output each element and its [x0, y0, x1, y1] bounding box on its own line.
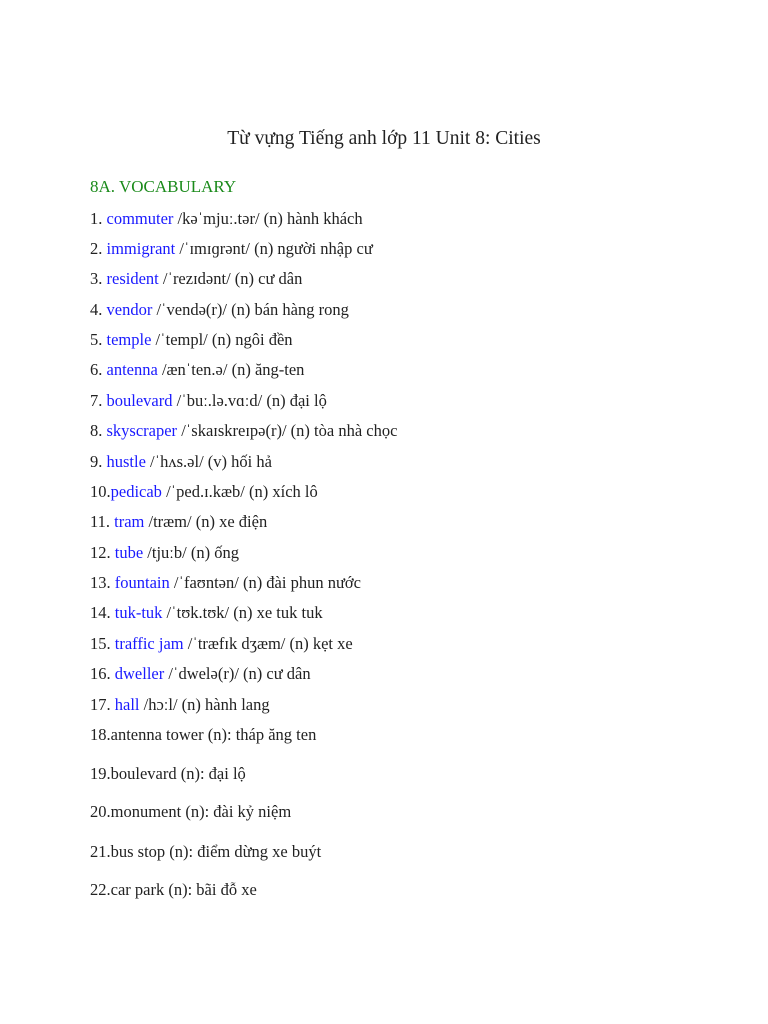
- entry-definition: /ˈɪmɪɡrənt/ (n) người nhập cư: [175, 239, 373, 258]
- vocabulary-term-link[interactable]: traffic jam: [114, 634, 184, 653]
- vocabulary-entry: [90, 633, 353, 655]
- vocabulary-entry: [90, 451, 272, 473]
- entry-number: 1.: [90, 209, 107, 228]
- vocabulary-term-link[interactable]: commuter: [106, 209, 174, 228]
- vocabulary-entry-plain: 21.bus stop (n): điểm dừng xe buýt: [90, 842, 322, 861]
- vocabulary-entry: [90, 694, 270, 716]
- entry-number: 2.: [90, 239, 107, 258]
- entry-number: 5.: [90, 330, 107, 349]
- vocabulary-term-link[interactable]: hustle: [106, 452, 146, 471]
- vocabulary-entry: [90, 511, 267, 533]
- vocabulary-term-link[interactable]: fountain: [114, 573, 170, 592]
- vocabulary-term-link[interactable]: antenna: [106, 360, 158, 379]
- vocabulary-term-link[interactable]: immigrant: [106, 239, 176, 258]
- entry-definition: /ˈbuː.lə.vɑːd/ (n) đại lộ: [172, 391, 327, 410]
- entry-number: 15.: [90, 634, 115, 653]
- vocabulary-term-link[interactable]: pedicab: [110, 482, 162, 501]
- vocabulary-entry-plain: 22.car park (n): bãi đỗ xe: [90, 880, 257, 899]
- vocabulary-entry-plain: 19.boulevard (n): đại lộ: [90, 764, 246, 783]
- entry-number: 11.: [90, 512, 115, 531]
- entry-number: 3.: [90, 269, 107, 288]
- entry-definition: /ˈtræfɪk dʒæm/ (n) kẹt xe: [183, 634, 353, 653]
- vocabulary-entry: [90, 420, 397, 442]
- entry-definition: /træm/ (n) xe điện: [144, 512, 268, 531]
- vocabulary-entry: [90, 390, 327, 412]
- entry-definition: /ˈtempl/ (n) ngôi đền: [151, 330, 293, 349]
- entry-number: 6.: [90, 360, 107, 379]
- entry-definition: /ˈdwelə(r)/ (n) cư dân: [164, 664, 311, 683]
- vocabulary-entry: [90, 481, 318, 503]
- vocabulary-term-link[interactable]: tuk-tuk: [114, 603, 163, 622]
- vocabulary-term-link[interactable]: vendor: [106, 300, 153, 319]
- vocabulary-entry: [90, 663, 311, 685]
- vocabulary-term-link[interactable]: tram: [114, 512, 145, 531]
- vocabulary-term-link[interactable]: boulevard: [106, 391, 173, 410]
- entry-definition: /hɔːl/ (n) hành lang: [139, 695, 270, 714]
- entry-definition: /ˈrezɪdənt/ (n) cư dân: [158, 269, 303, 288]
- vocabulary-entry: [90, 602, 323, 624]
- vocabulary-entry: [90, 238, 373, 260]
- entry-number: 14.: [90, 603, 115, 622]
- vocabulary-term-link[interactable]: tube: [114, 543, 144, 562]
- entry-number: 10.: [90, 482, 111, 501]
- entry-number: 17.: [90, 695, 115, 714]
- entry-definition: /ˈfaʊntən/ (n) đài phun nước: [169, 573, 361, 592]
- entry-definition: /ˈtʊk.tʊk/ (n) xe tuk tuk: [162, 603, 323, 622]
- entry-definition: /ænˈten.ə/ (n) ăng-ten: [157, 360, 305, 379]
- entry-definition: /ˈskaɪskreɪpə(r)/ (n) tòa nhà chọc: [177, 421, 398, 440]
- vocabulary-term-link[interactable]: skyscraper: [106, 421, 178, 440]
- vocabulary-entry-plain: 18.antenna tower (n): tháp ăng ten: [90, 725, 317, 744]
- entry-definition: /tjuːb/ (n) ống: [143, 543, 239, 562]
- vocabulary-entry: [90, 572, 361, 594]
- vocabulary-entry: [90, 542, 239, 564]
- vocabulary-term-link[interactable]: hall: [114, 695, 140, 714]
- entry-definition: /ˈped.ɪ.kæb/ (n) xích lô: [161, 482, 318, 501]
- vocabulary-entry: [90, 208, 363, 230]
- section-heading: 8A. VOCABULARY: [90, 177, 237, 196]
- vocabulary-term-link[interactable]: temple: [106, 330, 152, 349]
- entry-number: 16.: [90, 664, 115, 683]
- entry-number: 12.: [90, 543, 115, 562]
- entry-definition: /ˈvendə(r)/ (n) bán hàng rong: [152, 300, 349, 319]
- vocabulary-entry: [90, 329, 293, 351]
- vocabulary-term-link[interactable]: dweller: [114, 664, 165, 683]
- entry-definition: /kəˈmjuː.tər/ (n) hành khách: [173, 209, 363, 228]
- entry-number: 8.: [90, 421, 107, 440]
- entry-definition: /ˈhʌs.əl/ (v) hối hả: [145, 452, 272, 471]
- vocabulary-entry-plain: 20.monument (n): đài kỷ niệm: [90, 802, 292, 821]
- vocabulary-entry: [90, 268, 302, 290]
- entry-number: 4.: [90, 300, 107, 319]
- vocabulary-entry: [90, 359, 304, 381]
- entry-number: 13.: [90, 573, 115, 592]
- vocabulary-term-link[interactable]: resident: [106, 269, 159, 288]
- entry-number: 7.: [90, 391, 107, 410]
- vocabulary-entry: [90, 299, 349, 321]
- entry-number: 9.: [90, 452, 107, 471]
- page-title: Từ vựng Tiếng anh lớp 11 Unit 8: Cities: [227, 128, 541, 149]
